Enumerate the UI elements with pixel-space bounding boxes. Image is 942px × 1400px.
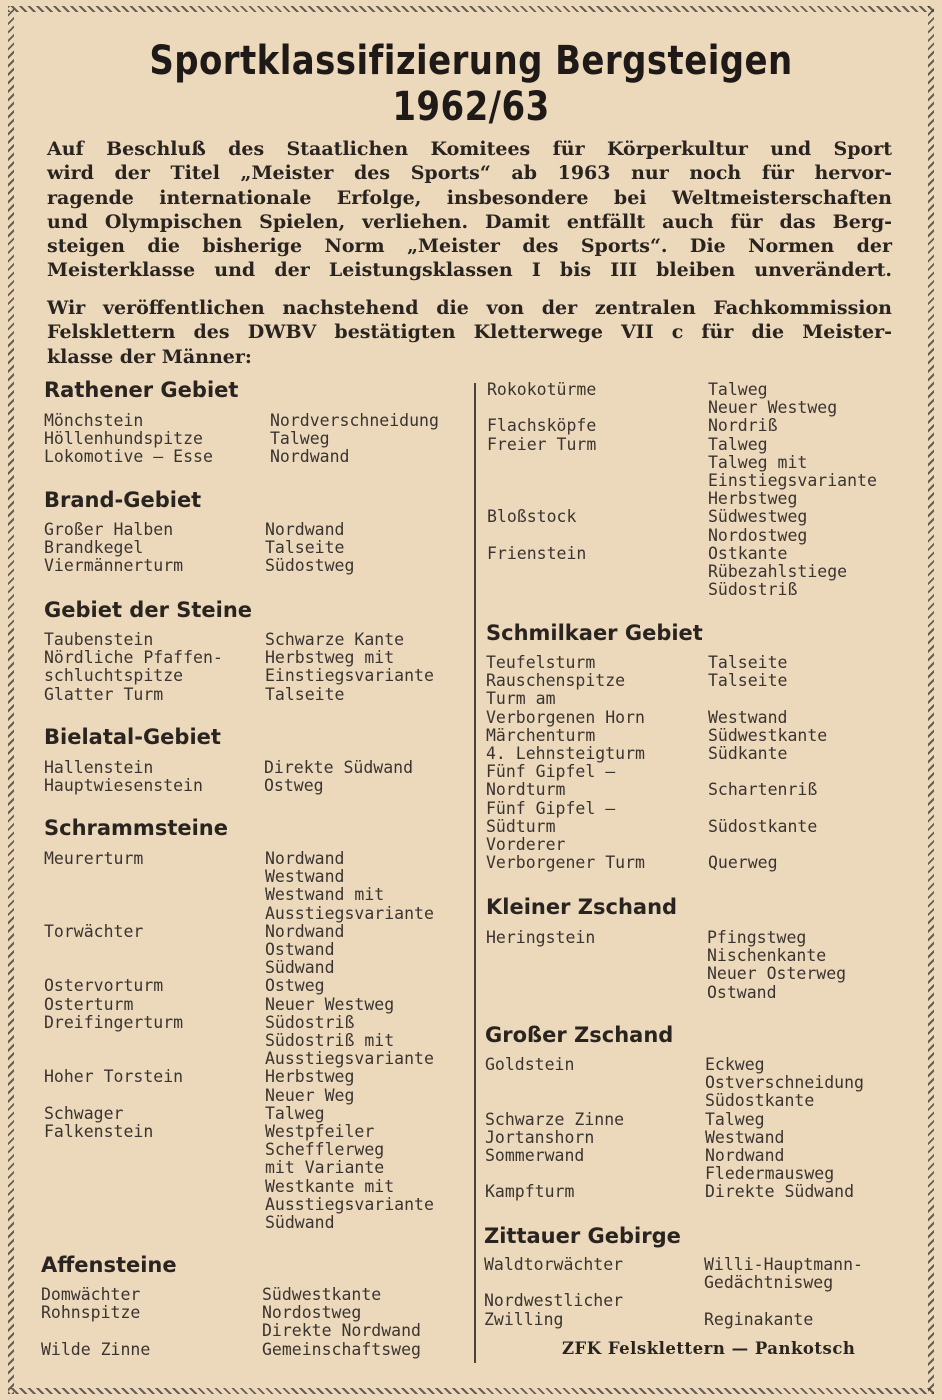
route-name: Direkte Nordwand bbox=[262, 1321, 421, 1341]
route-name: Neuer Westweg bbox=[265, 994, 395, 1014]
summit-name: Rauschenspitze bbox=[486, 671, 626, 691]
route-name: Westwand bbox=[708, 707, 788, 727]
paragraph-line: ragende internationale Erfolge, insbesondere bei Weltmeisterschaften bbox=[47, 186, 892, 209]
summit-name: Teufelsturm bbox=[486, 653, 596, 672]
route-name: Südkante bbox=[708, 744, 788, 763]
route-name: Südwand bbox=[265, 1213, 335, 1232]
footer-signature: ZFK Felsklettern — Pankotsch bbox=[562, 1339, 856, 1358]
summit-name: Großer Halben bbox=[44, 520, 174, 539]
route-name: Talseite bbox=[708, 653, 788, 672]
summit-name: Brandkegel bbox=[44, 538, 144, 558]
route-name: Nordriß bbox=[708, 416, 778, 436]
route-name: Nordwand bbox=[265, 849, 345, 868]
route-name: Talweg bbox=[270, 429, 330, 449]
route-name: Ausstiegsvariante bbox=[265, 1194, 434, 1214]
paragraph-line: wird der Titel „Meister des Sports“ ab 1963 nur noch für hervor- bbox=[47, 162, 892, 185]
paragraph-line: Wir veröffentlichen nachstehend die von der zentralen Fachkommission bbox=[47, 297, 892, 319]
route-name: Querweg bbox=[708, 853, 778, 873]
summit-name: Torwächter bbox=[44, 921, 144, 941]
summit-name: Heringstein bbox=[486, 928, 596, 947]
summit-name: Hoher Torstein bbox=[44, 1067, 184, 1087]
summit-name: Osterturm bbox=[44, 994, 134, 1014]
summit-name: Goldstein bbox=[485, 1055, 575, 1074]
route-name: Herbstweg bbox=[265, 1067, 355, 1087]
summit-name: Nördliche Pfaffen- bbox=[44, 648, 223, 668]
route-name: Südwand bbox=[265, 958, 335, 978]
route-name: mit Variante bbox=[265, 1158, 385, 1178]
summit-name: Falkenstein bbox=[44, 1122, 154, 1141]
summit-name: Flachsköpfe bbox=[487, 416, 597, 436]
route-name: Gedächtnisweg bbox=[704, 1273, 834, 1293]
summit-name: Ostervorturm bbox=[44, 976, 164, 996]
route-name: Einstiegsvariante bbox=[708, 471, 877, 490]
summit-name: Freier Turm bbox=[487, 434, 597, 454]
paragraph-line: Felsklettern des DWBV bestätigten Kletterwege VII c für die Meister- bbox=[47, 321, 892, 344]
route-name: Westwand mit bbox=[265, 885, 385, 905]
route-name: Neuer Weg bbox=[265, 1085, 355, 1105]
column-divider bbox=[474, 383, 476, 1363]
route-name: Westwand bbox=[265, 867, 345, 887]
summit-name: Verborgenen Horn bbox=[486, 707, 645, 727]
paragraph-line: und Olympischen Spielen, verliehen. Damit entfällt auch für das Berg- bbox=[47, 210, 892, 233]
summit-name: Bloßstock bbox=[487, 507, 577, 527]
route-name: Neuer Osterweg bbox=[707, 964, 847, 984]
summit-name: Glatter Turm bbox=[44, 684, 164, 704]
route-name: Direkte Südwand bbox=[705, 1182, 855, 1202]
route-name: Südostriß bbox=[708, 580, 798, 600]
route-name: Schwarze Kante bbox=[265, 630, 405, 649]
route-name: Einstiegsvariante bbox=[265, 666, 434, 686]
route-name: Südwestkante bbox=[262, 1285, 382, 1304]
summit-name: Rohnspitze bbox=[41, 1303, 141, 1323]
route-name: Nordwand bbox=[265, 520, 345, 539]
summit-name: Südturm bbox=[486, 816, 556, 836]
summit-name: Nordturm bbox=[486, 780, 566, 800]
route-name: Direkte Südwand bbox=[264, 758, 414, 777]
paragraph-line: steigen die bisherige Norm „Meister des Sports“. Die Normen der bbox=[47, 235, 892, 258]
summit-name: Märchenturm bbox=[486, 725, 596, 745]
route-name: Talseite bbox=[265, 538, 345, 558]
route-name: Ostverschneidung bbox=[705, 1073, 864, 1093]
section-heading: Zittauer Gebirge bbox=[484, 1224, 681, 1248]
summit-name: Hauptwiesenstein bbox=[44, 776, 203, 796]
zigzag-border-left bbox=[8, 6, 14, 1394]
paragraph-line: Meisterklasse und der Leistungsklassen I bis III bleiben unverändert. bbox=[47, 259, 892, 282]
route-name: Südostriß mit bbox=[265, 1031, 395, 1050]
route-name: Ostwand bbox=[707, 982, 777, 1002]
summit-name: Wilde Zinne bbox=[41, 1339, 151, 1359]
route-name: Nordostweg bbox=[708, 525, 808, 545]
summit-name: Vorderer bbox=[486, 835, 566, 854]
summit-name: Kampfturm bbox=[485, 1182, 575, 1202]
section-heading: Affensteine bbox=[41, 1253, 177, 1277]
intro-paragraph-1 bbox=[47, 137, 892, 283]
route-name: Neuer Westweg bbox=[708, 398, 838, 418]
section-heading: Brand-Gebiet bbox=[44, 488, 202, 512]
route-name: Schartenriß bbox=[708, 780, 818, 800]
route-name: Fledermausweg bbox=[705, 1164, 835, 1184]
summit-name: Verborgener Turm bbox=[486, 853, 645, 873]
route-name: Ostweg bbox=[264, 776, 324, 796]
summit-name: Hallenstein bbox=[44, 758, 154, 777]
route-name: Pfingstweg bbox=[707, 928, 807, 947]
page-title: Sportklassifizierung Bergsteigen 1962/63 bbox=[149, 38, 793, 130]
route-name: Talweg mit bbox=[708, 452, 808, 472]
route-name: Reginakante bbox=[704, 1309, 814, 1329]
route-name: Talseite bbox=[265, 684, 345, 704]
route-name: Nordwand bbox=[265, 921, 345, 941]
route-name: Talweg bbox=[265, 1103, 325, 1123]
section-heading: Rathener Gebiet bbox=[44, 378, 239, 402]
summit-name: Jortanshorn bbox=[485, 1127, 595, 1147]
summit-name: Rokokotürme bbox=[487, 380, 597, 399]
route-name: Südwestkante bbox=[708, 725, 828, 745]
route-name: Ausstiegsvariante bbox=[265, 1049, 434, 1069]
route-name: Talweg bbox=[705, 1109, 765, 1129]
route-name: Ostkante bbox=[708, 543, 788, 563]
route-name: Südwestweg bbox=[708, 507, 808, 527]
summit-name: Frienstein bbox=[487, 543, 587, 563]
summit-name: Höllenhundspitze bbox=[44, 429, 203, 449]
paragraph-line: Auf Beschluß des Staatlichen Komitees für Körperkultur und Sport bbox=[47, 138, 892, 160]
route-name: Talseite bbox=[708, 671, 788, 691]
route-name: Willi-Hauptmann- bbox=[704, 1255, 863, 1274]
summit-name: Schwarze Zinne bbox=[485, 1109, 625, 1129]
summit-name: Meurerturm bbox=[44, 849, 144, 868]
route-name: Ausstiegsvariante bbox=[265, 903, 434, 923]
summit-name: Taubenstein bbox=[44, 630, 154, 649]
section-heading: Bielatal-Gebiet bbox=[44, 725, 221, 749]
route-name: Nischenkante bbox=[707, 946, 827, 966]
section-heading: Schrammsteine bbox=[44, 816, 228, 840]
route-name: Ostweg bbox=[265, 976, 325, 996]
summit-name: Zwilling bbox=[484, 1309, 564, 1329]
summit-name: Waldtorwächter bbox=[484, 1255, 624, 1274]
summit-name: Turm am bbox=[486, 689, 556, 709]
route-name: Nordverschneidung bbox=[270, 411, 439, 430]
route-name: Westwand bbox=[705, 1127, 785, 1147]
route-name: Schefflerweg bbox=[265, 1140, 385, 1160]
route-name: Südostriß bbox=[265, 1012, 355, 1032]
summit-name: Lokomotive – Esse bbox=[44, 447, 213, 467]
route-name: Nordwand bbox=[270, 447, 350, 467]
route-name: Eckweg bbox=[705, 1055, 765, 1074]
summit-name: Dreifingerturm bbox=[44, 1012, 184, 1032]
route-name: Westkante mit bbox=[265, 1176, 395, 1196]
route-name: Nordostweg bbox=[262, 1303, 362, 1323]
route-name: Herbstweg mit bbox=[265, 648, 395, 668]
intro-paragraph-2 bbox=[47, 296, 892, 369]
route-name: Ostwand bbox=[265, 940, 335, 959]
route-name: Talweg bbox=[708, 434, 768, 454]
summit-name: Mönchstein bbox=[44, 411, 144, 430]
route-name: Südostweg bbox=[265, 556, 355, 576]
summit-name: Domwächter bbox=[41, 1285, 141, 1304]
route-name: Westpfeiler bbox=[265, 1122, 375, 1141]
route-name: Herbstweg bbox=[708, 489, 798, 509]
route-name: Nordwand bbox=[705, 1146, 785, 1165]
section-heading: Großer Zschand bbox=[485, 1023, 674, 1047]
paragraph-line: klasse der Männer: bbox=[47, 345, 252, 368]
route-name: Gemeinschaftsweg bbox=[262, 1339, 421, 1359]
section-heading: Gebiet der Steine bbox=[44, 598, 253, 622]
route-name: Südostkante bbox=[708, 816, 818, 836]
summit-name: Fünf Gipfel – bbox=[486, 762, 616, 782]
zigzag-border-bottom bbox=[8, 1388, 934, 1394]
summit-name: 4. Lehnsteigturm bbox=[486, 744, 645, 763]
zigzag-border-top bbox=[8, 6, 934, 12]
summit-name: Sommerwand bbox=[485, 1146, 585, 1165]
summit-name: schluchtspitze bbox=[44, 666, 184, 686]
summit-name: Viermännerturm bbox=[44, 556, 184, 576]
route-name: Rübezahlstiege bbox=[708, 562, 848, 581]
route-name: Talweg bbox=[708, 380, 768, 399]
route-name: Südostkante bbox=[705, 1091, 815, 1111]
summit-name: Fünf Gipfel – bbox=[486, 798, 616, 818]
summit-name: Nordwestlicher bbox=[484, 1291, 624, 1311]
zigzag-border-right bbox=[928, 6, 934, 1394]
summit-name: Schwager bbox=[44, 1103, 124, 1123]
section-heading: Schmilkaer Gebiet bbox=[486, 621, 703, 645]
section-heading: Kleiner Zschand bbox=[486, 895, 678, 919]
